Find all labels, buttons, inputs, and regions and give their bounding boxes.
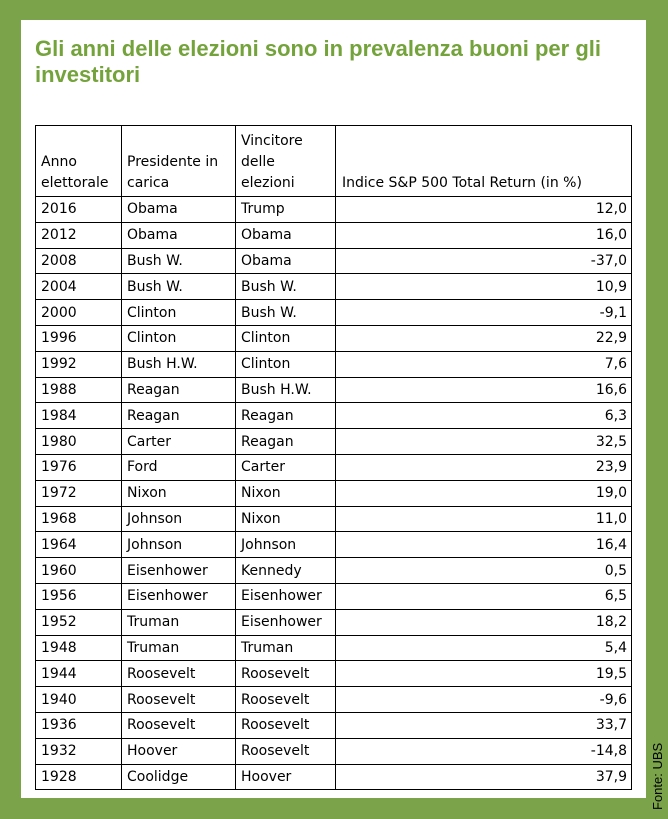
cell-incumbent: Roosevelt xyxy=(122,687,236,713)
table-row xyxy=(36,764,632,790)
page-title: Gli anni delle elezioni sono in prevalenza buoni per gli investitori xyxy=(35,36,601,87)
cell-incumbent: Coolidge xyxy=(122,764,236,790)
cell-year: 1940 xyxy=(36,687,122,713)
cell-return: 19,0 xyxy=(336,480,632,506)
table-row xyxy=(36,687,632,713)
cell-incumbent: Johnson xyxy=(122,506,236,532)
table-row xyxy=(36,506,632,532)
cell-return: 5,4 xyxy=(336,635,632,661)
cell-year: 1952 xyxy=(36,609,122,635)
cell-winner: Carter xyxy=(236,454,336,480)
cell-year: 1968 xyxy=(36,506,122,532)
cell-winner: Clinton xyxy=(236,325,336,351)
cell-incumbent: Roosevelt xyxy=(122,661,236,687)
cell-return: 6,3 xyxy=(336,403,632,429)
cell-year: 1976 xyxy=(36,454,122,480)
cell-year: 2016 xyxy=(36,197,122,223)
cell-year: 1992 xyxy=(36,351,122,377)
cell-year: 1988 xyxy=(36,377,122,403)
table-row xyxy=(36,429,632,455)
cell-year: 1984 xyxy=(36,403,122,429)
table-header-row xyxy=(36,126,632,197)
table-row xyxy=(36,454,632,480)
cell-winner: Roosevelt xyxy=(236,738,336,764)
cell-incumbent: Bush W. xyxy=(122,274,236,300)
table-row xyxy=(36,738,632,764)
cell-incumbent: Truman xyxy=(122,609,236,635)
cell-return: 16,6 xyxy=(336,377,632,403)
table-row xyxy=(36,609,632,635)
cell-incumbent: Nixon xyxy=(122,480,236,506)
cell-year: 1960 xyxy=(36,558,122,584)
cell-incumbent: Hoover xyxy=(122,738,236,764)
cell-year: 1928 xyxy=(36,764,122,790)
cell-return: 16,4 xyxy=(336,532,632,558)
cell-incumbent: Clinton xyxy=(122,325,236,351)
cell-return: 37,9 xyxy=(336,764,632,790)
cell-winner: Trump xyxy=(236,197,336,223)
cell-winner: Bush W. xyxy=(236,274,336,300)
cell-return: 11,0 xyxy=(336,506,632,532)
header-sp500-return: Indice S&P 500 Total Return (in %) xyxy=(336,126,632,197)
table-row xyxy=(36,532,632,558)
cell-winner: Reagan xyxy=(236,403,336,429)
cell-return: 18,2 xyxy=(336,609,632,635)
cell-year: 2004 xyxy=(36,274,122,300)
cell-winner: Roosevelt xyxy=(236,687,336,713)
cell-year: 1964 xyxy=(36,532,122,558)
cell-incumbent: Carter xyxy=(122,429,236,455)
cell-return: 6,5 xyxy=(336,583,632,609)
cell-incumbent: Roosevelt xyxy=(122,712,236,738)
table-row xyxy=(36,403,632,429)
cell-incumbent: Reagan xyxy=(122,403,236,429)
cell-winner: Johnson xyxy=(236,532,336,558)
cell-winner: Truman xyxy=(236,635,336,661)
cell-incumbent: Clinton xyxy=(122,300,236,326)
cell-year: 2008 xyxy=(36,248,122,274)
cell-year: 1944 xyxy=(36,661,122,687)
table-row xyxy=(36,583,632,609)
cell-return: 33,7 xyxy=(336,712,632,738)
cell-incumbent: Eisenhower xyxy=(122,558,236,584)
cell-winner: Reagan xyxy=(236,429,336,455)
cell-return: 22,9 xyxy=(336,325,632,351)
table-row xyxy=(36,635,632,661)
cell-incumbent: Bush W. xyxy=(122,248,236,274)
cell-return: -9,1 xyxy=(336,300,632,326)
infographic-card xyxy=(21,20,646,798)
cell-year: 1996 xyxy=(36,325,122,351)
cell-return: 19,5 xyxy=(336,661,632,687)
source-credit: Fonte: UBS xyxy=(650,742,665,810)
cell-incumbent: Reagan xyxy=(122,377,236,403)
cell-winner: Kennedy xyxy=(236,558,336,584)
cell-winner: Bush H.W. xyxy=(236,377,336,403)
cell-year: 2012 xyxy=(36,222,122,248)
cell-year: 1956 xyxy=(36,583,122,609)
cell-incumbent: Eisenhower xyxy=(122,583,236,609)
cell-return: 23,9 xyxy=(336,454,632,480)
cell-incumbent: Truman xyxy=(122,635,236,661)
table-row xyxy=(36,197,632,223)
cell-winner: Nixon xyxy=(236,480,336,506)
table-row xyxy=(36,480,632,506)
cell-incumbent: Obama xyxy=(122,222,236,248)
cell-return: -14,8 xyxy=(336,738,632,764)
table-row xyxy=(36,712,632,738)
cell-winner: Hoover xyxy=(236,764,336,790)
table-row xyxy=(36,377,632,403)
cell-winner: Obama xyxy=(236,222,336,248)
cell-return: 32,5 xyxy=(336,429,632,455)
election-returns-table xyxy=(35,125,632,790)
cell-winner: Roosevelt xyxy=(236,661,336,687)
cell-return: 16,0 xyxy=(336,222,632,248)
cell-incumbent: Bush H.W. xyxy=(122,351,236,377)
cell-year: 1948 xyxy=(36,635,122,661)
table-row xyxy=(36,300,632,326)
cell-winner: Roosevelt xyxy=(236,712,336,738)
table-row xyxy=(36,558,632,584)
cell-incumbent: Ford xyxy=(122,454,236,480)
cell-return: 12,0 xyxy=(336,197,632,223)
cell-return: -9,6 xyxy=(336,687,632,713)
cell-winner: Eisenhower xyxy=(236,609,336,635)
cell-winner: Obama xyxy=(236,248,336,274)
table-row xyxy=(36,661,632,687)
cell-winner: Eisenhower xyxy=(236,583,336,609)
cell-year: 1980 xyxy=(36,429,122,455)
cell-return: 10,9 xyxy=(336,274,632,300)
table-row xyxy=(36,351,632,377)
cell-incumbent: Obama xyxy=(122,197,236,223)
table-row xyxy=(36,325,632,351)
table-row xyxy=(36,274,632,300)
cell-return: 7,6 xyxy=(336,351,632,377)
cell-incumbent: Johnson xyxy=(122,532,236,558)
cell-winner: Bush W. xyxy=(236,300,336,326)
header-anno-elettorale: Anno elettorale xyxy=(36,126,122,197)
cell-year: 1936 xyxy=(36,712,122,738)
cell-winner: Clinton xyxy=(236,351,336,377)
table-row xyxy=(36,248,632,274)
cell-return: 0,5 xyxy=(336,558,632,584)
cell-year: 2000 xyxy=(36,300,122,326)
cell-year: 1932 xyxy=(36,738,122,764)
header-presidente-in-carica: Presidente in carica xyxy=(122,126,236,197)
table-row xyxy=(36,222,632,248)
cell-return: -37,0 xyxy=(336,248,632,274)
table-body xyxy=(36,197,632,790)
header-vincitore-elezioni: Vincitore delle elezioni xyxy=(236,126,336,197)
cell-year: 1972 xyxy=(36,480,122,506)
cell-winner: Nixon xyxy=(236,506,336,532)
